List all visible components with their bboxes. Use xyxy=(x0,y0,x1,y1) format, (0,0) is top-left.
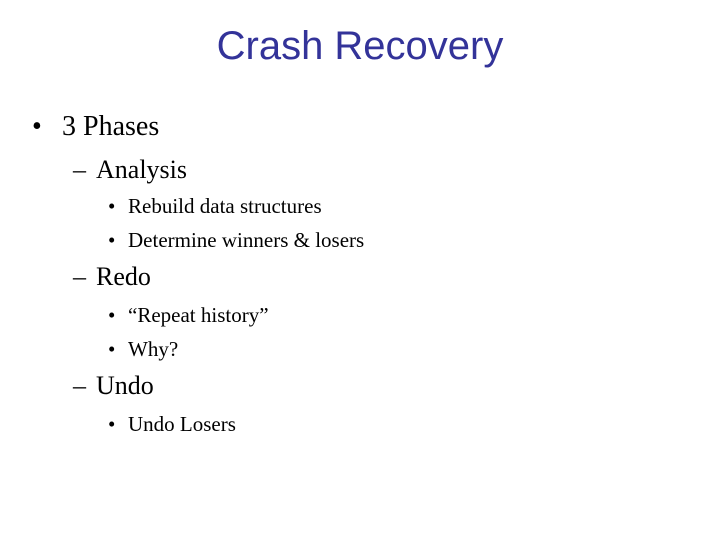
bullet-marker: • xyxy=(108,194,116,218)
bullet-marker: • xyxy=(108,412,116,436)
subitem-undo-text: Undo xyxy=(96,371,154,400)
subitem-analysis-text: Analysis xyxy=(96,155,187,184)
point-rebuild-text: Rebuild data structures xyxy=(128,194,322,218)
point-why-text: Why? xyxy=(128,337,179,361)
point-repeat-history-text: “Repeat history” xyxy=(128,303,269,327)
point-undo-losers-text: Undo Losers xyxy=(128,412,236,436)
dash-marker: – xyxy=(73,371,86,400)
subitem-redo-text: Redo xyxy=(96,262,151,291)
dash-marker: – xyxy=(73,262,86,291)
point-determine-text: Determine winners & losers xyxy=(128,228,365,252)
bullet-marker: • xyxy=(108,337,116,361)
bullet-marker: • xyxy=(32,111,42,142)
bullet-marker: • xyxy=(108,228,116,252)
slide-title: Crash Recovery xyxy=(216,24,504,68)
dash-marker: – xyxy=(73,155,86,184)
bullet-phases-text: 3 Phases xyxy=(62,111,160,142)
bullet-marker: • xyxy=(108,303,116,327)
